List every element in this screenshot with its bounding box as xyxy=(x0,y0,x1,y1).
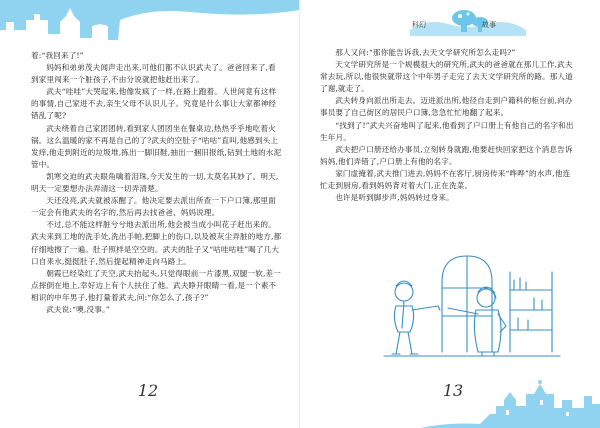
city-skyline-icon xyxy=(300,378,600,428)
paragraph: 朝霞已经染红了天空,武夫抬起头,只觉得眼前一片漆黑,双腿一软,差一点摔倒在地上,幸好边上有个人扶住了他。武夫睁开眼睛一看,是一个素不相识的中年男子,他打量着武夫,问:“你怎么了,孩子?” xyxy=(31,268,282,302)
paragraph: 武夫说:“噢,没事。” xyxy=(46,304,110,314)
page-number: 12 xyxy=(137,381,159,400)
paragraph: 天还没亮,武夫就被冻醒了。他决定要去派出所查一下户口簿,那里面一定会有他武夫的名字的,然后再去找爸爸、妈妈说理。 xyxy=(31,196,276,218)
paragraph: 武夫绕着自己家团团转,看到家人团团坐在餐桌边,热热乎乎地吃着火锅。这么温暖的家不再是自己的了?武夫的空肚子“咕咕”直叫,他感到头上发痒,他走到附近的垃圾堆,拣出一脚旧鞋,抽出一捆旧报纸,钻到土地的水泥管中。 xyxy=(31,123,282,169)
paragraph: 武夫把户口册还给办事员,立刻转身就跑,他要赶快回家把这个消息告诉妈妈,他们弄错了,户口册上有他的名字。 xyxy=(320,144,573,166)
header-category-left: 科幻 xyxy=(412,21,426,29)
left-page-body xyxy=(31,50,283,316)
paragraph: 武夫“哇哇”大哭起来,他像发疯了一样,在路上跑着。人世间竟有这样的事情,自己家进不去,亲生父母不认识儿子。究竟是什么事让大家都神经错乱了呢? xyxy=(31,87,277,121)
paragraph: 那人又问:“那你能告诉我,去天文学研究所怎么走吗?” xyxy=(335,48,516,57)
paragraph: 不过,总不能这样脏兮兮地去派出所,他会被当成小叫花子赶出来的。武夫来到工地的洗手处,洗出手帕,把脚上的伤口,以及被灰尘弄脏的地方,都仔细地擦了一遍。肚子照样是空空的。武夫的肚子又“咕哇咕哇”喝了几大口自来水,挺挺肚子,然后提起精神走向马路上。 xyxy=(31,220,282,266)
right-page xyxy=(300,0,600,428)
page-number: 13 xyxy=(442,381,464,400)
paragraph: 妈妈和弟弟茂夫闻声走出来,可他们都不认识武夫了。爸爸回来了,看到家里闯来一个脏孩子,不由分说就把他赶出来了。 xyxy=(31,63,276,85)
illustration-sketch xyxy=(382,252,562,362)
paragraph: 武夫转身向派出所走去。迈进派出所,他径自走到户籍科的柜台前,向办事员要了自己街区的居民户口簿,急急忙忙地翻了起来。 xyxy=(320,96,573,118)
right-page-body xyxy=(320,47,575,204)
paragraph: 凯寒交迫的武夫眼角噙着泪珠,今天发生的一切,太莫名其妙了。明天,明天一定要想办法弄清这一切弄清楚。 xyxy=(31,171,279,194)
paragraph: 着:“我回来了!” xyxy=(31,51,84,60)
paragraph: 也许是听到脚步声,妈妈转过身来。 xyxy=(335,193,454,203)
mushroom-badge-icon xyxy=(408,8,528,38)
paragraph: 家门虚掩着,武夫推门进去,妈妈不在客厅,厨房传来“哗哗”的水声,他连忙走到厨房,看到妈妈背对着大门,正在洗菜。 xyxy=(320,168,571,191)
city-skyline-icon xyxy=(0,0,300,48)
paragraph: “找到了!”武夫兴奋地叫了起来,他看到了户口册上有他自己的名字和出生年月。 xyxy=(320,120,574,142)
paragraph: 天文学研究所是一个规模很大的研究所,武夫的爸爸就在那儿工作,武夫常去玩,所以,他很快就带这个中年男子走完了去天文学研究所的路。那人道了谢,就走了。 xyxy=(320,60,573,94)
header-category-right: 故事 xyxy=(482,21,496,29)
